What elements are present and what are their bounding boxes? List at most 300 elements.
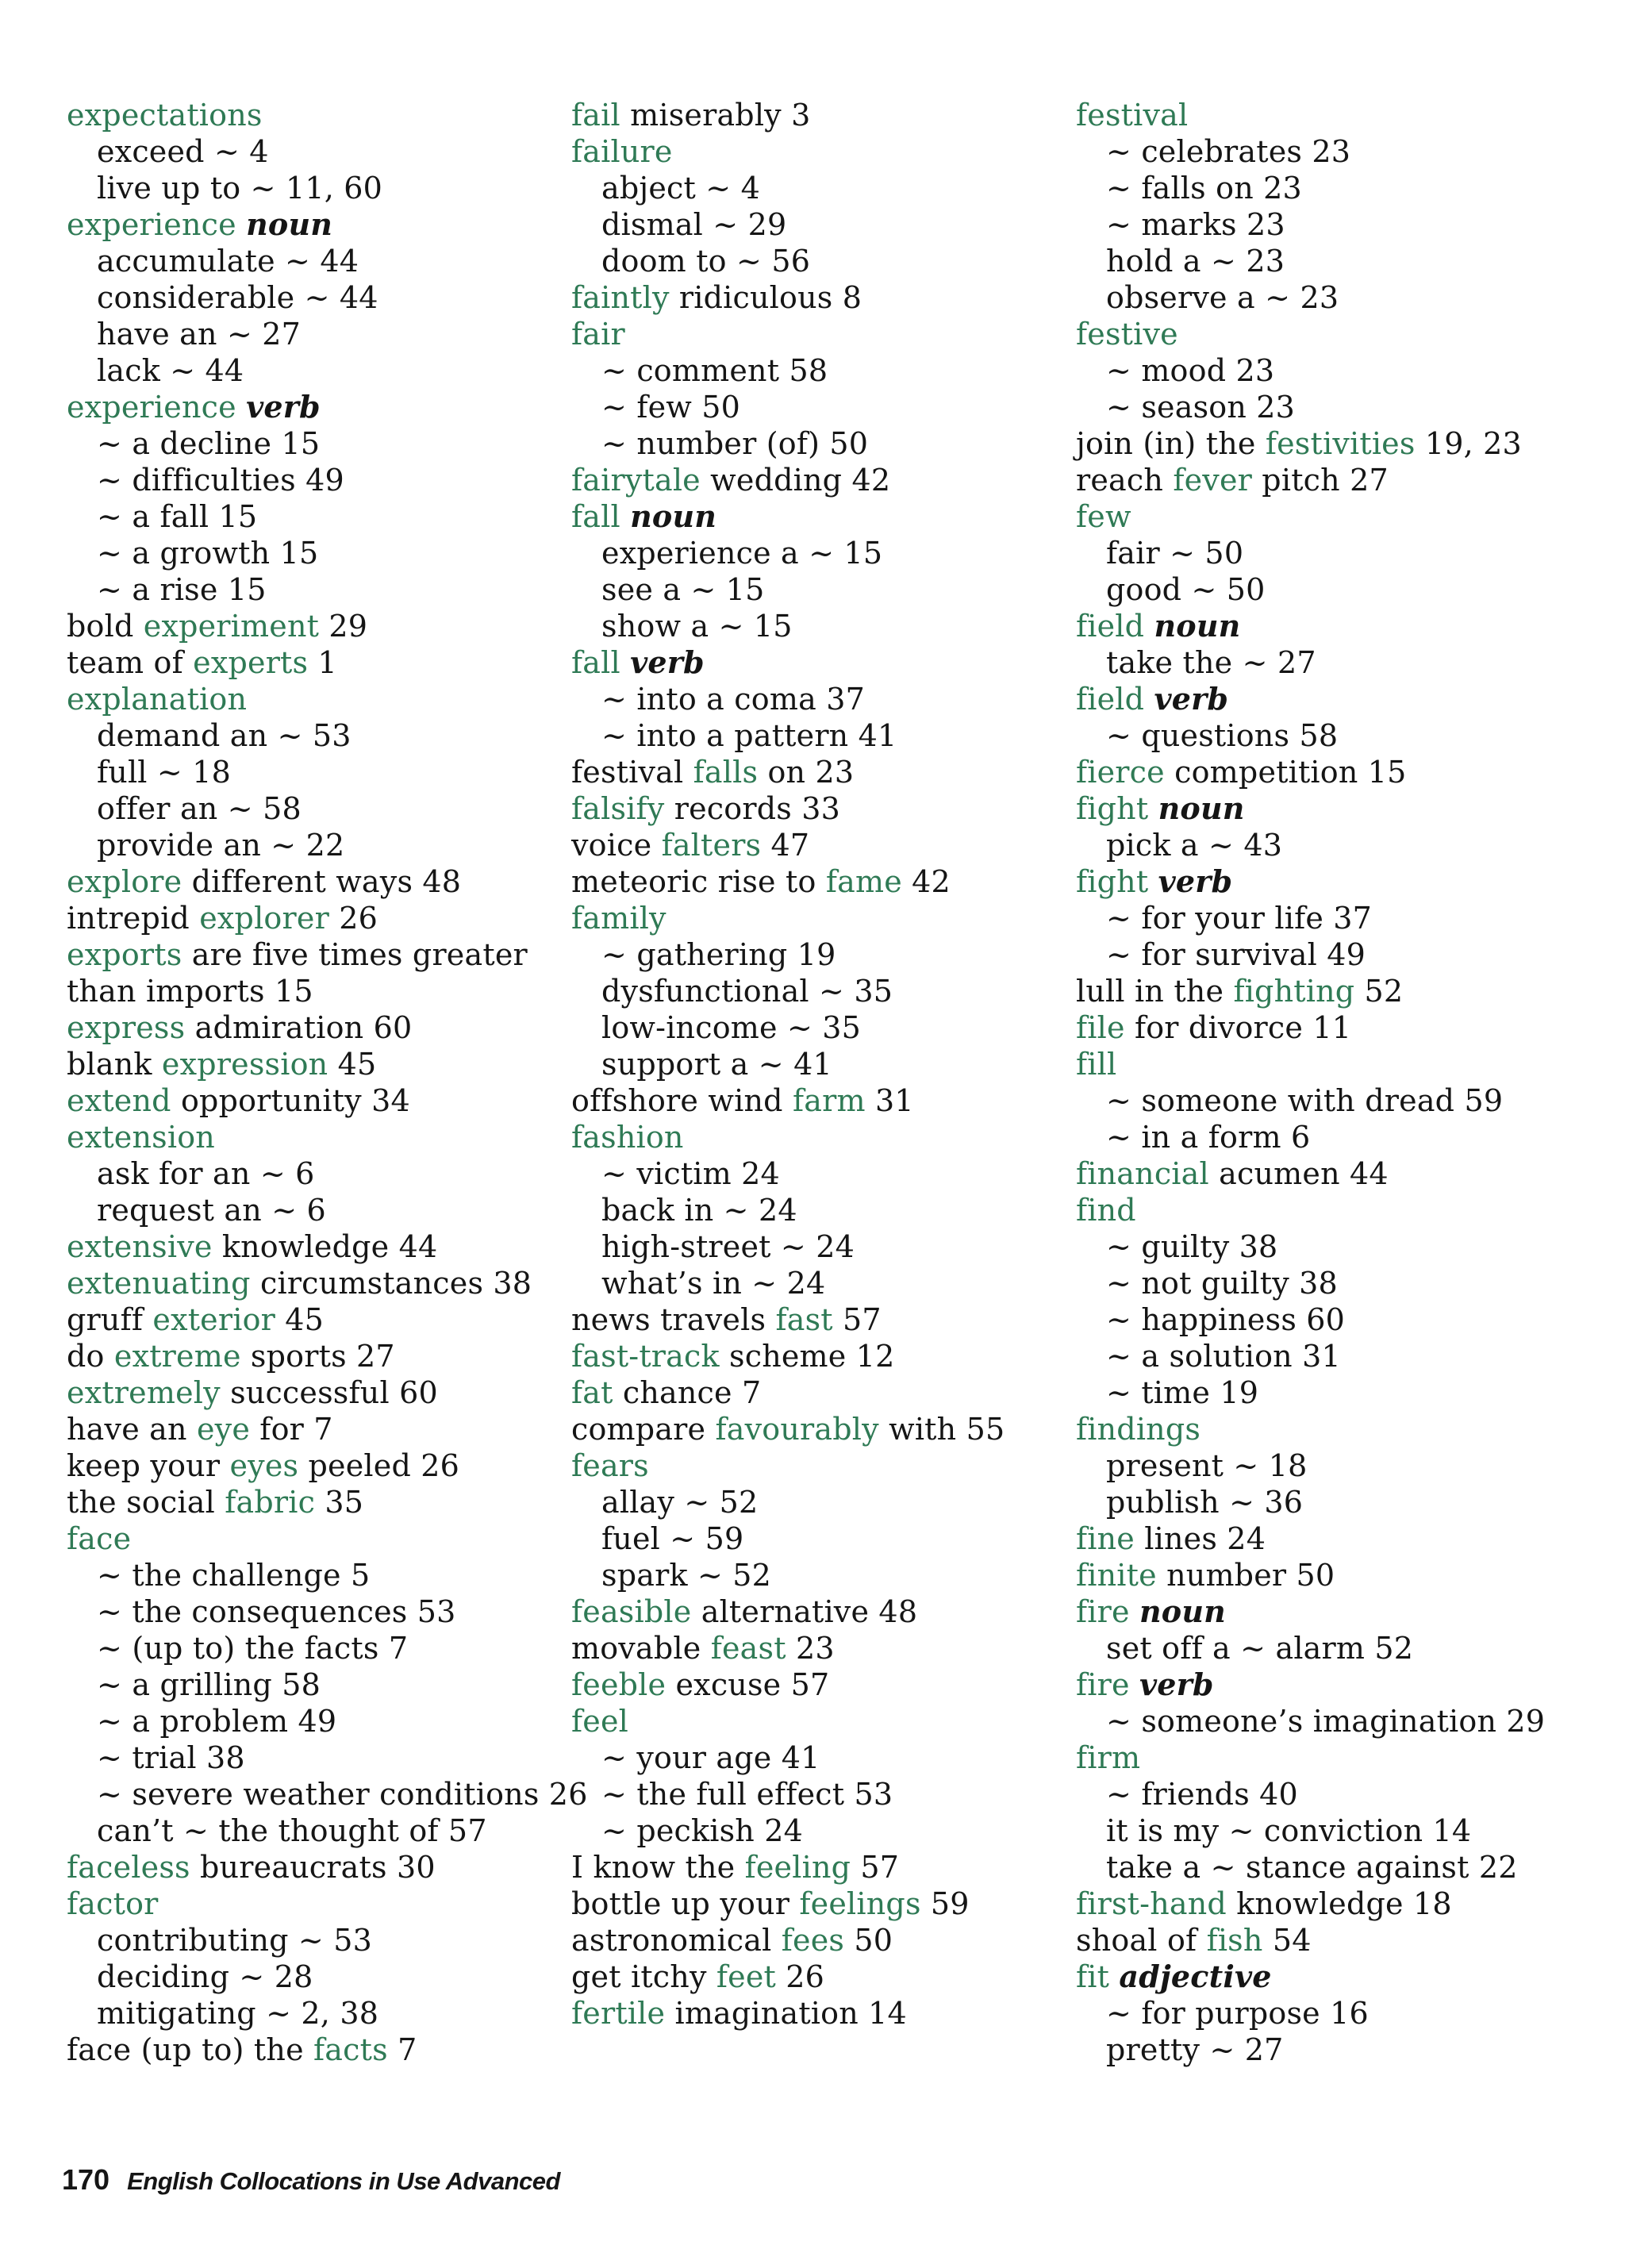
index-subentry (67, 462, 588, 498)
entry-text: wedding 42 (700, 463, 891, 498)
entry-text: for divorce 11 (1124, 1010, 1352, 1045)
index-subentry (571, 389, 1005, 425)
index-entry (67, 1886, 588, 1922)
entry-text (1148, 864, 1158, 899)
entry-text: circumstances 38 (250, 1266, 532, 1301)
index-subentry (1076, 1484, 1545, 1520)
index-subentry (571, 1557, 1005, 1593)
entry-text: ~ marks 23 (1106, 207, 1285, 242)
index-subentry (67, 1959, 588, 1995)
entry-text: publish ~ 36 (1106, 1485, 1304, 1520)
entry-text: get itchy (571, 1959, 716, 1994)
entry-text: intrepid (67, 901, 200, 936)
index-entry (67, 1119, 588, 1155)
entry-text: knowledge 18 (1226, 1886, 1452, 1921)
headword: fairytale (571, 463, 701, 498)
entry-text: ~ a solution 31 (1106, 1339, 1341, 1374)
index-entry (571, 279, 1005, 316)
entry-text: ~ few 50 (601, 390, 741, 425)
index-subentry (67, 425, 588, 462)
index-entry (571, 754, 1005, 790)
entry-text: 23 (786, 1631, 835, 1666)
headword: extension (67, 1120, 215, 1155)
entry-text: 45 (275, 1302, 325, 1337)
headword: financial (1076, 1156, 1209, 1191)
index-subentry (1076, 1630, 1545, 1666)
entry-text: bureaucrats 30 (190, 1850, 436, 1885)
entry-text: 59 (920, 1886, 970, 1921)
index-subentry (571, 717, 1005, 754)
part-of-speech: noun (246, 206, 333, 242)
entry-text: ~ gathering 19 (601, 937, 836, 972)
headword: firm (1076, 1740, 1141, 1775)
entry-text: knowledge 44 (212, 1229, 438, 1264)
index-entry (1076, 754, 1545, 790)
entry-text: 19, 23 (1415, 426, 1522, 461)
index-entry (1076, 1411, 1545, 1447)
index-entry (1076, 1593, 1545, 1630)
headword: fast-track (571, 1339, 720, 1374)
headword: fit (1076, 1959, 1110, 1994)
entry-text: 29 (319, 609, 368, 644)
index-entry (1076, 1192, 1545, 1228)
headword: fish (1206, 1923, 1263, 1958)
headword: expression (161, 1047, 328, 1082)
part-of-speech: noun (630, 498, 717, 534)
entry-text: pretty ~ 27 (1106, 2032, 1284, 2067)
entry-text: provide an ~ 22 (97, 828, 345, 863)
headword: feeble (571, 1667, 667, 1702)
entry-text: 52 (1354, 974, 1404, 1009)
entry-text: spark ~ 52 (601, 1558, 772, 1593)
index-subentry (571, 425, 1005, 462)
headword: fabric (225, 1485, 316, 1520)
entry-text: pitch 27 (1252, 463, 1389, 498)
headword: explorer (199, 901, 329, 936)
entry-text: ~ happiness 60 (1106, 1302, 1346, 1337)
index-entry (1076, 462, 1545, 498)
entry-text (1130, 1594, 1139, 1629)
index-subentry (67, 1155, 588, 1192)
entry-text: ~ season 23 (1106, 390, 1296, 425)
index-subentry (67, 1739, 588, 1776)
entry-text: ~ friends 40 (1106, 1777, 1298, 1812)
index-entry (1076, 97, 1545, 133)
index-subentry (67, 1630, 588, 1666)
index-entry (1076, 1520, 1545, 1557)
headword: fears (571, 1448, 649, 1483)
index-entry (67, 936, 588, 973)
entry-text: deciding ~ 28 (97, 1959, 313, 1994)
entry-text: ~ a grilling 58 (97, 1667, 321, 1702)
entry-text: 57 (832, 1302, 882, 1337)
headword: fat (571, 1375, 613, 1410)
entry-text: mitigating ~ 2, 38 (97, 1996, 379, 2031)
index-subentry (571, 973, 1005, 1009)
entry-text: 54 (1262, 1923, 1312, 1958)
index-subentry (67, 571, 588, 608)
entry-text: chance 7 (613, 1375, 762, 1410)
entry-text: compare (571, 1412, 716, 1447)
index-subentry (571, 352, 1005, 389)
entry-text: successful 60 (220, 1375, 438, 1410)
entry-text: ~ time 19 (1106, 1375, 1259, 1410)
index-entry (1076, 1009, 1545, 1046)
entry-text: have an ~ 27 (97, 317, 302, 352)
index-subentry (67, 170, 588, 206)
index-column-3 (1076, 97, 1545, 2068)
entry-text: different ways 48 (182, 864, 462, 899)
index-subentry (571, 1739, 1005, 1776)
entry-text: show a ~ 15 (601, 609, 793, 644)
entry-text: see a ~ 15 (601, 572, 765, 607)
index-subentry (571, 1484, 1005, 1520)
entry-text: ~ not guilty 38 (1106, 1266, 1338, 1301)
headword: fall (571, 499, 620, 534)
entry-text: 7 (387, 2032, 417, 2067)
headword: fees (781, 1923, 845, 1958)
index-subentry (67, 754, 588, 790)
headword: fire (1076, 1594, 1130, 1629)
entry-text: admiration 60 (185, 1010, 413, 1045)
entry-text: the social (67, 1485, 225, 1520)
index-entry (67, 1228, 588, 1265)
index-subentry (1076, 206, 1545, 243)
entry-text: fair ~ 50 (1106, 536, 1244, 571)
index-entry (571, 1959, 1005, 1995)
entry-text: present ~ 18 (1106, 1448, 1308, 1483)
headword: fight (1076, 791, 1149, 826)
entry-text: hold a ~ 23 (1106, 244, 1285, 279)
index-subentry (1076, 1265, 1545, 1301)
index-entry (1076, 1046, 1545, 1082)
index-subentry (571, 535, 1005, 571)
index-entry (571, 900, 1005, 936)
entry-text: ~ peckish 24 (601, 1813, 804, 1848)
entry-text: ~ a growth 15 (97, 536, 319, 571)
entry-text: offshore wind (571, 1083, 793, 1118)
headword: field (1076, 609, 1145, 644)
headword: experts (193, 645, 309, 680)
headword: exports (67, 937, 182, 972)
entry-text: dismal ~ 29 (601, 207, 787, 242)
index-subentry (67, 1995, 588, 2032)
entry-text: live up to ~ 11, 60 (97, 171, 383, 206)
index-entry (571, 827, 1005, 863)
entry-text: ~ the full effect 53 (601, 1777, 893, 1812)
headword: feast (710, 1631, 786, 1666)
entry-text: dysfunctional ~ 35 (601, 974, 893, 1009)
entry-text: ~ for purpose 16 (1106, 1996, 1369, 2031)
index-subentry (571, 1009, 1005, 1046)
entry-text: gruff (67, 1302, 153, 1337)
index-entry (571, 1703, 1005, 1739)
index-subentry (1076, 1776, 1545, 1812)
index-subentry (571, 170, 1005, 206)
entry-text: reach (1076, 463, 1174, 498)
entry-text: records 33 (664, 791, 840, 826)
entry-text: back in ~ 24 (601, 1193, 797, 1228)
index-subentry (67, 717, 588, 754)
entry-text: sports 27 (240, 1339, 395, 1374)
index-subentry (571, 1155, 1005, 1192)
entry-text: news travels (571, 1302, 776, 1337)
headword: eyes (229, 1448, 299, 1483)
index-entry (67, 1301, 588, 1338)
index-entry (67, 1046, 588, 1082)
entry-text: ~ severe weather conditions 26 (97, 1777, 588, 1812)
index-entry (1076, 681, 1545, 717)
index-subentry (571, 1812, 1005, 1849)
entry-text: doom to ~ 56 (601, 244, 811, 279)
entry-text: are five times greater (182, 937, 528, 972)
headword: facts (313, 2032, 388, 2067)
index-entry (67, 1265, 588, 1301)
headword: family (571, 901, 667, 936)
entry-text: acumen 44 (1208, 1156, 1389, 1191)
entry-text: pick a ~ 43 (1106, 828, 1283, 863)
headword: fighting (1233, 974, 1355, 1009)
index-entry (67, 1374, 588, 1411)
entry-text: ~ into a pattern 41 (601, 718, 897, 753)
index-subentry (1076, 1812, 1545, 1849)
index-entry (571, 1338, 1005, 1374)
index-entry (67, 389, 588, 425)
index-entry (67, 1447, 588, 1484)
part-of-speech: adjective (1119, 1959, 1272, 1994)
headword: feet (716, 1959, 777, 1994)
entry-text: ~ questions 58 (1106, 718, 1339, 753)
index-entry (67, 608, 588, 644)
entry-text: ~ a fall 15 (97, 499, 258, 534)
headword: fire (1076, 1667, 1130, 1702)
entry-text (1109, 1959, 1119, 1994)
entry-text: ~ for your life 37 (1106, 901, 1373, 936)
entry-text: bottle up your (571, 1886, 800, 1921)
index-subentry (1076, 571, 1545, 608)
index-subentry (67, 279, 588, 316)
index-entry (67, 1009, 588, 1046)
index-subentry (571, 206, 1005, 243)
index-subentry (1076, 827, 1545, 863)
headword: finite (1076, 1558, 1157, 1593)
index-entry (571, 462, 1005, 498)
index-subentry (1076, 717, 1545, 754)
index-subentry (571, 1520, 1005, 1557)
headword: fashion (571, 1120, 684, 1155)
entry-text (1144, 682, 1154, 717)
index-subentry (1076, 389, 1545, 425)
entry-text: request an ~ 6 (97, 1193, 326, 1228)
headword: expectations (67, 98, 263, 133)
entry-text: ~ into a coma 37 (601, 682, 865, 717)
index-entry (1076, 863, 1545, 900)
index-subentry (67, 1703, 588, 1739)
index-entry (571, 1119, 1005, 1155)
headword: favourably (715, 1412, 879, 1447)
entry-text: ~ difficulties 49 (97, 463, 344, 498)
entry-text: ridiculous 8 (669, 280, 862, 315)
headword: experience (67, 390, 236, 425)
entry-text: low-income ~ 35 (601, 1010, 862, 1045)
page-footer (62, 2163, 560, 2197)
headword: extensive (67, 1229, 213, 1264)
entry-text: what’s in ~ 24 (601, 1266, 826, 1301)
index-entry (571, 1301, 1005, 1338)
entry-text: experience a ~ 15 (601, 536, 883, 571)
entry-text: 42 (901, 864, 951, 899)
index-subentry (571, 243, 1005, 279)
headword: feel (571, 1704, 628, 1739)
entry-text (1148, 791, 1158, 826)
entry-text: lull in the (1076, 974, 1234, 1009)
index-entry (571, 1082, 1005, 1119)
entry-text: lack ~ 44 (97, 353, 244, 388)
index-entry (571, 1849, 1005, 1886)
index-entry (1076, 608, 1545, 644)
index-entry (571, 133, 1005, 170)
entry-text: high-street ~ 24 (601, 1229, 855, 1264)
entry-text: accumulate ~ 44 (97, 244, 359, 279)
index-entry (1076, 1739, 1545, 1776)
index-entry (1076, 1959, 1545, 1995)
part-of-speech: verb (1139, 1666, 1214, 1702)
entry-text (620, 499, 630, 534)
headword: fierce (1076, 755, 1165, 790)
index-subentry (1076, 900, 1545, 936)
index-subentry (67, 498, 588, 535)
entry-text: festival (571, 755, 693, 790)
entry-text: 45 (328, 1047, 377, 1082)
entry-text: ~ trial 38 (97, 1740, 245, 1775)
index-entry (571, 1666, 1005, 1703)
index-subentry (1076, 1447, 1545, 1484)
entry-text: ~ your age 41 (601, 1740, 820, 1775)
entry-text (1144, 609, 1154, 644)
index-subentry (1076, 133, 1545, 170)
index-subentry (1076, 535, 1545, 571)
entry-text: blank (67, 1047, 162, 1082)
entry-text: for 7 (250, 1412, 333, 1447)
index-subentry (1076, 1338, 1545, 1374)
entry-text: alternative 48 (691, 1594, 918, 1629)
index-subentry (1076, 170, 1545, 206)
index-subentry (1076, 1082, 1545, 1119)
headword: few (1076, 499, 1131, 534)
headword: findings (1076, 1412, 1201, 1447)
entry-text: ~ for survival 49 (1106, 937, 1366, 972)
index-entry (571, 1995, 1005, 2032)
headword: fine (1076, 1521, 1135, 1556)
index-entry (571, 790, 1005, 827)
index-subentry (1076, 243, 1545, 279)
entry-text: ~ a problem 49 (97, 1704, 337, 1739)
headword: farm (792, 1083, 866, 1118)
index-entry (571, 498, 1005, 535)
headword: fair (571, 317, 625, 352)
index-entry (67, 1411, 588, 1447)
entry-text: full ~ 18 (97, 755, 231, 790)
index-subentry (67, 133, 588, 170)
entry-text: 26 (776, 1959, 825, 1994)
entry-text: 1 (308, 645, 337, 680)
entry-text (236, 207, 246, 242)
index-entry (67, 681, 588, 717)
index-subentry (67, 1812, 588, 1849)
headword: experience (67, 207, 236, 242)
index-subentry (1076, 2032, 1545, 2068)
entry-text: on 23 (758, 755, 855, 790)
entry-text: lines 24 (1134, 1521, 1266, 1556)
index-subentry (1076, 1703, 1545, 1739)
entry-text: ~ number (of) 50 (601, 426, 869, 461)
headword: extreme (113, 1339, 241, 1374)
entry-text: movable (571, 1631, 711, 1666)
index-entry (1076, 1557, 1545, 1593)
entry-text: imagination 14 (665, 1996, 907, 2031)
index-entry (67, 97, 588, 133)
part-of-speech: verb (1158, 863, 1233, 899)
headword: festivities (1265, 426, 1416, 461)
entry-text: I know the (571, 1850, 745, 1885)
entry-text: ~ guilty 38 (1106, 1229, 1278, 1264)
entry-text: 35 (315, 1485, 364, 1520)
entry-text: good ~ 50 (1106, 572, 1266, 607)
index-subentry (67, 1192, 588, 1228)
headword: face (67, 1521, 132, 1556)
entry-text: set off a ~ alarm 52 (1106, 1631, 1414, 1666)
headword: explanation (67, 682, 248, 717)
index-entry (571, 1374, 1005, 1411)
entry-text: ask for an ~ 6 (97, 1156, 315, 1191)
entry-text: it is my ~ conviction 14 (1106, 1813, 1472, 1848)
entry-text: meteoric rise to (571, 864, 826, 899)
index-subentry (1076, 279, 1545, 316)
part-of-speech: noun (1139, 1593, 1226, 1629)
index-entry (571, 316, 1005, 352)
index-subentry (571, 608, 1005, 644)
index-entry (67, 900, 588, 936)
entry-text: exceed ~ 4 (97, 134, 269, 169)
entry-text: excuse 57 (666, 1667, 830, 1702)
index-entry (571, 863, 1005, 900)
index-subentry (1076, 1849, 1545, 1886)
headword: eye (196, 1412, 251, 1447)
index-subentry (67, 790, 588, 827)
entry-text: face (up to) the (67, 2032, 314, 2067)
headword: exterior (152, 1302, 276, 1337)
index-subentry (1076, 644, 1545, 681)
entry-text: bold (67, 609, 144, 644)
headword: fail (571, 98, 620, 133)
entry-text: ~ (up to) the facts 7 (97, 1631, 409, 1666)
index-subentry (67, 1557, 588, 1593)
index-subentry (67, 243, 588, 279)
index-subentry (67, 1666, 588, 1703)
entry-text: join (in) the (1076, 426, 1266, 461)
book-title: English Collocations in Use Advanced (127, 2167, 560, 2195)
entry-text: 47 (761, 828, 810, 863)
entry-text: ~ someone with dread 59 (1106, 1083, 1504, 1118)
entry-text: contributing ~ 53 (97, 1923, 372, 1958)
index-subentry (1076, 936, 1545, 973)
entry-text: competition 15 (1164, 755, 1407, 790)
headword: fall (571, 645, 620, 680)
headword: fight (1076, 864, 1149, 899)
index-entry (1076, 1922, 1545, 1959)
index-entry (1076, 498, 1545, 535)
entry-text: abject ~ 4 (601, 171, 760, 206)
